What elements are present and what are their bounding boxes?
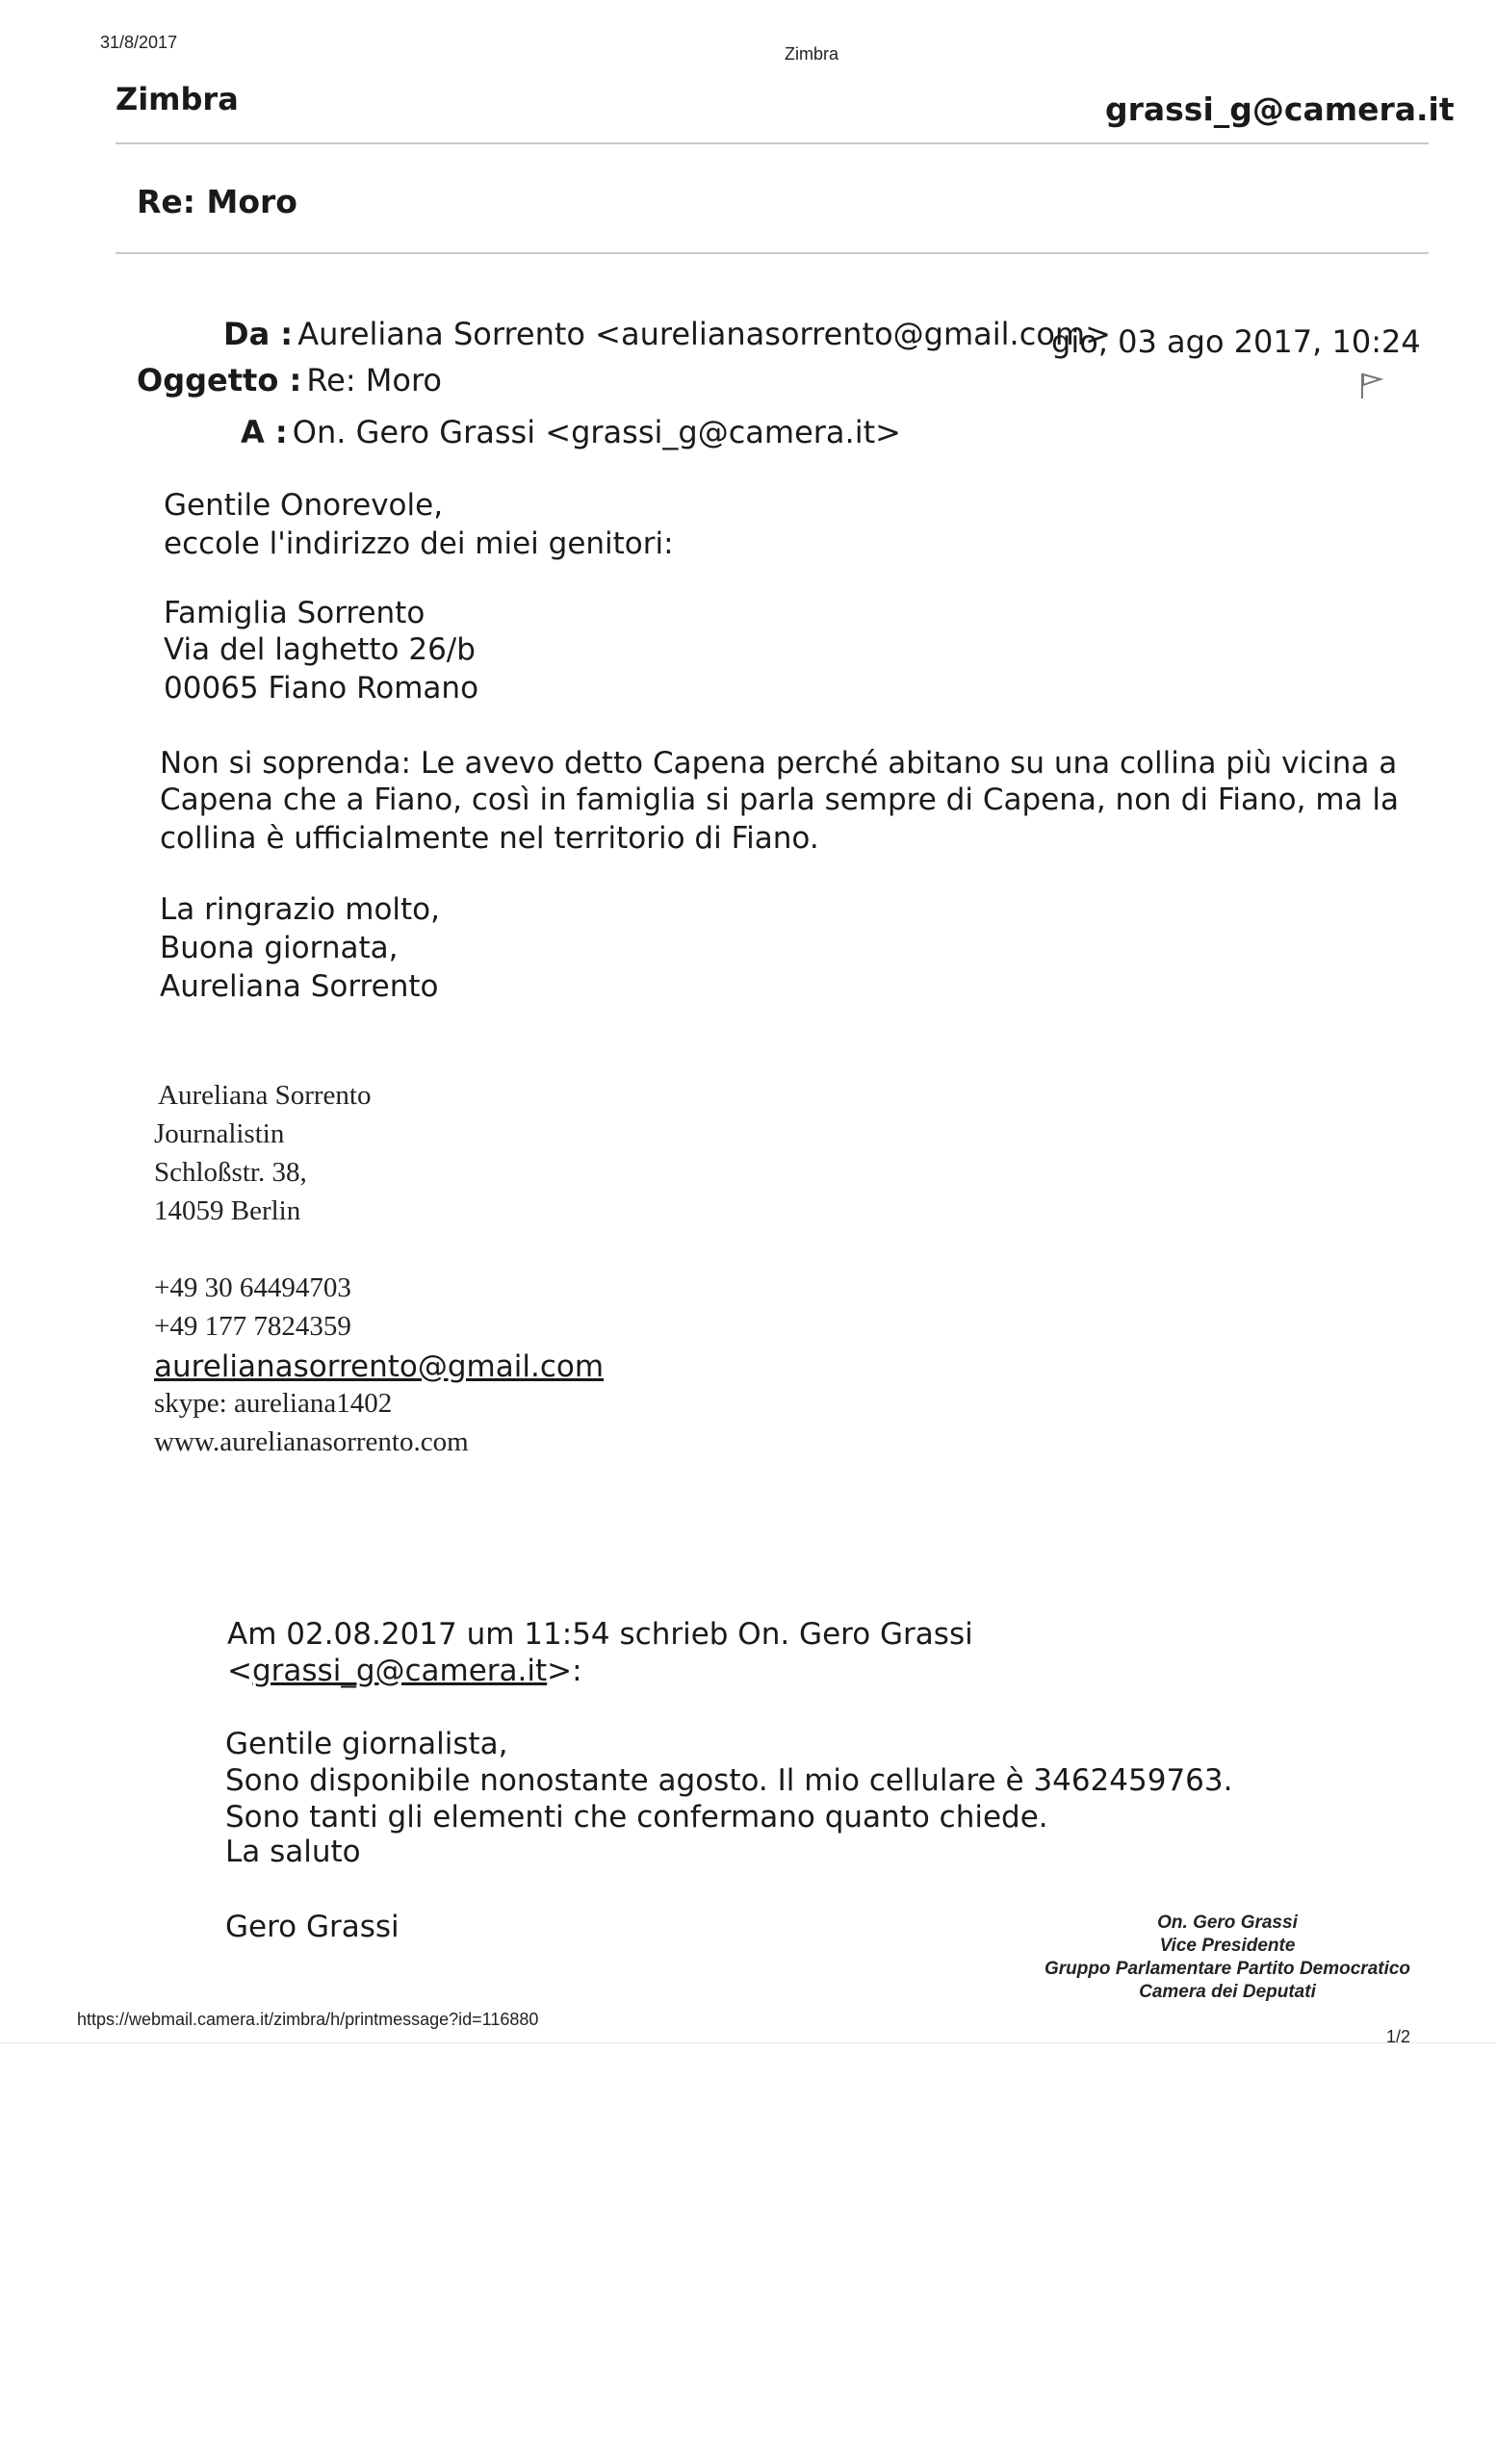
address-line: Famiglia Sorrento: [164, 596, 426, 630]
signature-name: Aureliana Sorrento: [158, 1080, 372, 1111]
from-row: [223, 316, 1111, 352]
quoted-line: La saluto: [225, 1835, 361, 1869]
signature-city: 14059 Berlin: [154, 1195, 301, 1226]
intro-line: eccole l'indirizzo dei miei genitori:: [164, 526, 674, 561]
body-paragraph-line: Capena che a Fiano, così in famiglia si parla sempre di Capena, non di Fiano, ma la: [160, 783, 1399, 817]
closing-line: La ringrazio molto,: [160, 892, 441, 927]
from-value: Aureliana Sorrento <aurelianasorrento@gmail.com>: [297, 316, 1111, 352]
subject-row: [137, 362, 442, 398]
app-name: Zimbra: [116, 81, 239, 117]
greeting: Gentile Onorevole,: [164, 488, 444, 523]
official-stamp: [1020, 1912, 1434, 2004]
signature-street: Schloßstr. 38,: [154, 1157, 307, 1188]
subject-label: Oggetto :: [137, 362, 302, 398]
quoted-open-bracket: <: [227, 1654, 252, 1688]
scan-edge: [0, 2042, 1496, 2043]
signature-phone: +49 30 64494703: [154, 1272, 351, 1303]
header-divider: [116, 142, 1429, 144]
from-label: Da :: [223, 316, 294, 352]
print-date: 31/8/2017: [100, 33, 178, 52]
signature-email-link[interactable]: aurelianasorrento@gmail.com: [154, 1349, 605, 1384]
flag-icon: [1359, 372, 1384, 400]
quoted-email-link[interactable]: grassi_g@camera.it: [251, 1654, 548, 1688]
message-date: gio, 03 ago 2017, 10:24: [1051, 323, 1421, 360]
quoted-header: Am 02.08.2017 um 11:54 schrieb On. Gero Grassi: [227, 1617, 973, 1652]
page-number: 1/2: [1386, 2027, 1411, 2046]
footer-url: https://webmail.camera.it/zimbra/h/printmessage?id=116880: [77, 2010, 539, 2029]
signature-website: www.aurelianasorrento.com: [154, 1426, 469, 1457]
quoted-line: Sono tanti gli elementi che confermano quanto chiede.: [225, 1800, 1048, 1835]
address-line: 00065 Fiano Romano: [164, 671, 479, 706]
closing-line: Aureliana Sorrento: [160, 969, 439, 1004]
stamp-line: Camera dei Deputati: [1139, 1982, 1316, 2002]
address-line: Via del laghetto 26/b: [164, 632, 476, 667]
stamp-line: Vice Presidente: [1159, 1936, 1296, 1956]
to-row: [241, 414, 901, 450]
quoted-signoff: Gero Grassi: [225, 1910, 400, 1944]
quoted-line: Gentile giornalista,: [225, 1727, 508, 1761]
stamp-line: On. Gero Grassi: [1157, 1912, 1298, 1933]
signature-skype: skype: aureliana1402: [154, 1388, 393, 1419]
quoted-close-bracket: >:: [547, 1654, 582, 1688]
stamp-line: Gruppo Parlamentare Partito Democratico: [1044, 1959, 1411, 1979]
account-email: grassi_g@camera.it: [1105, 90, 1455, 128]
closing-line: Buona giornata,: [160, 931, 399, 965]
to-label: A :: [241, 414, 288, 450]
subject-value: Re: Moro: [306, 362, 442, 398]
signature-role: Journalistin: [154, 1118, 285, 1149]
quoted-line: Sono disponibile nonostante agosto. Il mio cellulare è 3462459763.: [225, 1763, 1233, 1798]
body-paragraph-line: collina è ufficialmente nel territorio di Fiano.: [160, 821, 819, 856]
quoted-header-email-line: [227, 1654, 582, 1688]
body-paragraph-line: Non si soprenda: Le avevo detto Capena perché abitano su una collina più vicina a: [160, 746, 1398, 781]
signature-phone: +49 177 7824359: [154, 1311, 351, 1342]
to-value: On. Gero Grassi <grassi_g@camera.it>: [292, 414, 901, 450]
print-app-name: Zimbra: [785, 44, 839, 64]
message-subject-title: Re: Moro: [137, 183, 297, 220]
subject-divider: [116, 252, 1429, 254]
